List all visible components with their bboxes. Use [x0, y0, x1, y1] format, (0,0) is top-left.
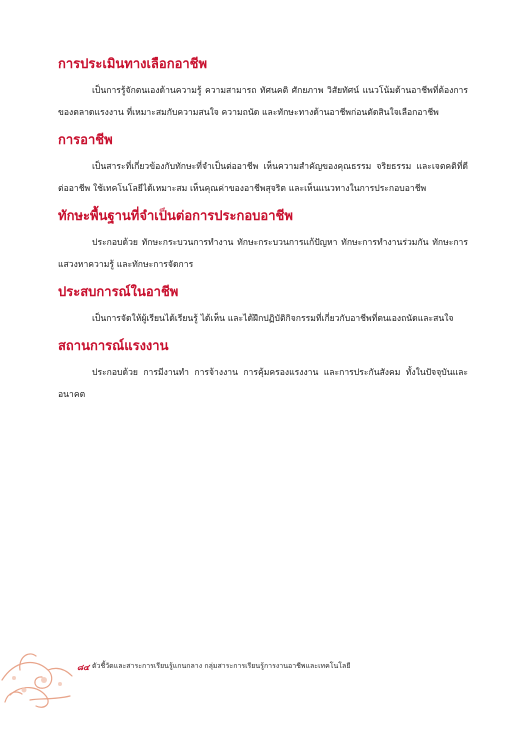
section-heading: การอาชีพ [58, 133, 113, 148]
page-number: ๘๔ [77, 663, 90, 672]
section-body: ประกอบด้วย ทักษะกระบวนการทำงาน ทักษะกระบวนการแก้ปัญหา ทักษะการทำงานร่วมกัน ทักษะการแสวงหาความรู้ และทักษะการจัดการ [58, 238, 468, 270]
section-career-assessment [58, 56, 468, 124]
section-heading: ประสบการณ์ในอาชีพ [58, 285, 179, 300]
section-career-experience [58, 284, 468, 330]
section-body: ประกอบด้วย การมีงานทำ การจ้างงาน การคุ้มครองแรงงาน และการประกันสังคม ทั้งในปัจจุบันและอนาคต [58, 368, 468, 400]
glossary-content [58, 56, 468, 414]
section-body: เป็นการรู้จักตนเองด้านความรู้ ความสามารถ ทัศนคติ ศักยภาพ วิสัยทัศน์ แนวโน้มด้านอาชีพที่ต้องการของตลาดแรงงาน ที่เหมาะสมกับความสนใจ ความถนัด และทักษะทางด้านอาชีพก่อนตัดสินใจเลือกอาชีพ [58, 86, 468, 118]
footer-title: ตัวชี้วัดและสาระการเรียนรู้แกนกลาง กลุ่มสาระการเรียนรู้การงานอาชีพและเทคโนโลยี [92, 662, 351, 670]
section-body: เป็นสาระที่เกี่ยวข้องกับทักษะที่จำเป็นต่ออาชีพ เห็นความสำคัญของคุณธรรม จริยธรรม และเจตคติที่ดีต่ออาชีพ ใช้เทคโนโลยีได้เหมาะสม เห็นคุณค่าของอาชีพสุจริต และเห็นแนวทางในการประกอบอาชีพ [58, 162, 468, 194]
section-basic-skills [58, 208, 468, 276]
section-heading: การประเมินทางเลือกอาชีพ [58, 57, 208, 72]
section-occupation [58, 132, 468, 200]
section-body: เป็นการจัดให้ผู้เรียนได้เรียนรู้ ได้เห็น และได้ฝึกปฏิบัติกิจกรรมที่เกี่ยวกับอาชีพที่ตนเองถนัดและสนใจ [92, 314, 454, 324]
section-heading: สถานการณ์แรงงาน [58, 339, 169, 354]
floral-ornament-icon [0, 640, 90, 710]
section-labor-situation [58, 338, 468, 406]
section-heading: ทักษะพื้นฐานที่จำเป็นต่อการประกอบอาชีพ [58, 209, 293, 224]
page-footer [0, 640, 524, 737]
